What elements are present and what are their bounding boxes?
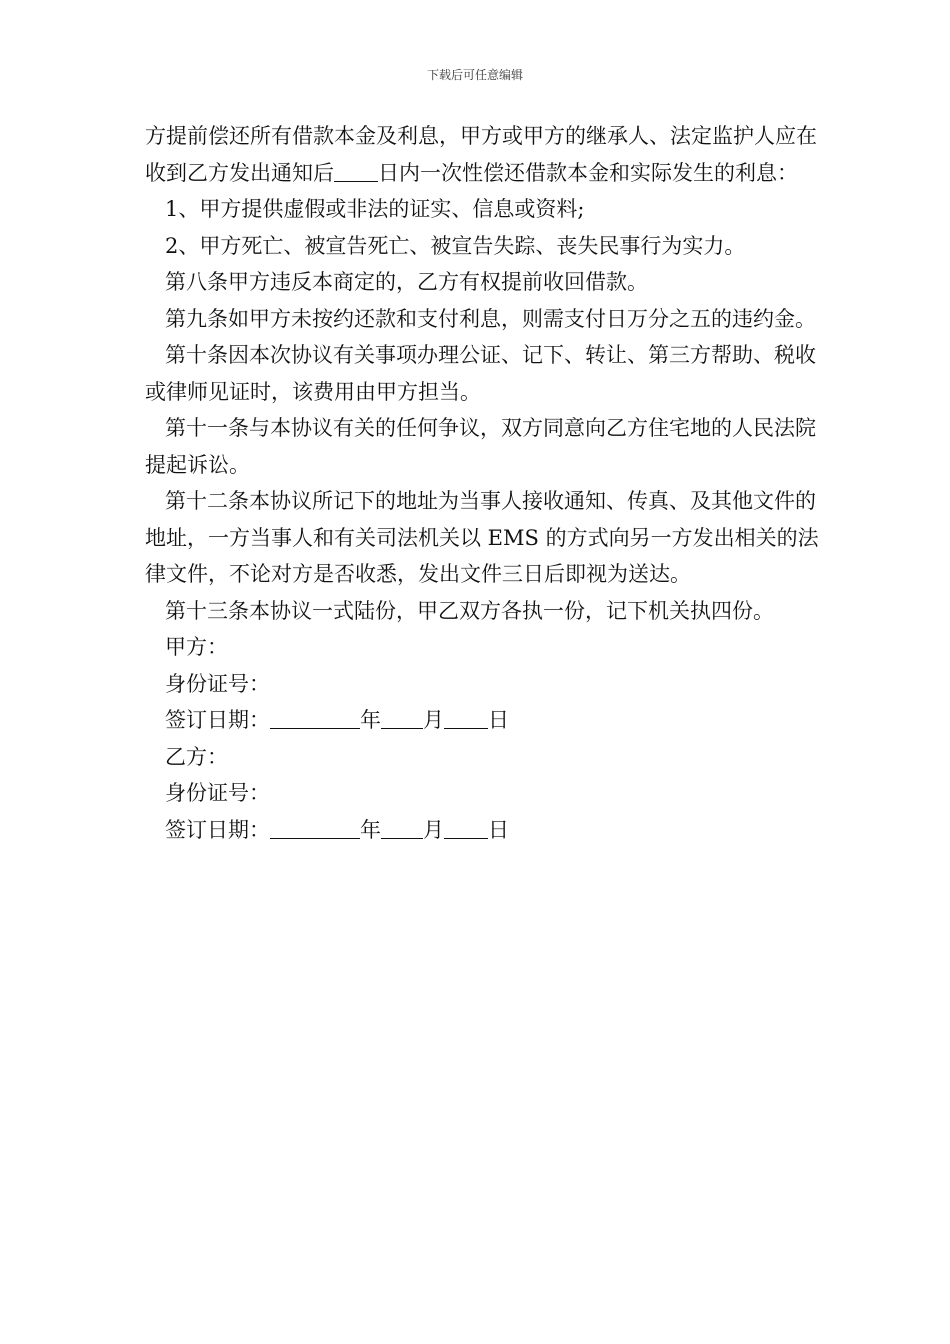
fill-blank-month <box>381 816 423 839</box>
date-label: 签订日期： <box>165 708 270 732</box>
list-item-1: 1、甲方提供虚假或非法的证实、信息或资料; <box>165 197 585 221</box>
day-label: 日 <box>488 708 509 732</box>
party-a-label: 甲方： <box>165 635 228 659</box>
party-a-id-label: 身份证号： <box>165 671 270 696</box>
fill-blank-day <box>444 706 488 729</box>
month-label: 月 <box>423 817 444 842</box>
paragraph-text: 日内一次性偿还借款本金和实际发生的利息： <box>378 160 798 185</box>
article-9: 第九条如甲方未按约还款和支付利息，则需支付日万分之五的违约金。 <box>165 306 816 331</box>
day-label: 日 <box>488 817 509 842</box>
month-label: 月 <box>423 708 444 732</box>
party-b-date-line <box>145 812 820 849</box>
party-b-id-label: 身份证号： <box>165 781 270 805</box>
fill-blank-days <box>334 159 378 182</box>
fill-blank-year <box>270 706 360 729</box>
document-body <box>145 118 820 848</box>
date-label: 签订日期： <box>165 817 270 842</box>
paragraph-early-repayment <box>145 118 820 191</box>
article-8: 第八条甲方违反本商定的，乙方有权提前收回借款。 <box>165 270 648 294</box>
list-item-2: 2、甲方死亡、被宣告死亡、被宣告失踪、丧失民事行为实力。 <box>165 233 746 258</box>
paragraph-text: 方提前偿还所有借款本金及利息，甲方或甲方的继承人、法定监护人应在收到乙方发出通知后 <box>145 124 817 185</box>
party-b-label: 乙方： <box>165 744 228 769</box>
article-12: 第十二条本协议所记下的地址为当事人接收通知、传真、及其他文件的地址，一方当事人和有关司法机关以 EMS 的方式向另一方发出相关的法律文件，不论对方是否收悉，发出文件三日后即视为送达。 <box>145 489 819 586</box>
article-11: 第十一条与本协议有关的任何争议，双方同意向乙方住宅地的人民法院提起诉讼。 <box>145 416 816 477</box>
year-label: 年 <box>360 817 381 842</box>
fill-blank-month <box>381 706 423 729</box>
page-header: 下载后可任意编辑 <box>426 68 523 82</box>
fill-blank-year <box>270 816 360 839</box>
fill-blank-day <box>444 816 488 839</box>
article-10: 第十条因本次协议有关事项办理公证、记下、转让、第三方帮助、税收或律师见证时，该费用由甲方担当。 <box>145 343 816 404</box>
year-label: 年 <box>360 708 381 732</box>
article-13: 第十三条本协议一式陆份，甲乙双方各执一份，记下机关执四份。 <box>165 598 774 623</box>
party-a-date-line <box>145 702 820 739</box>
